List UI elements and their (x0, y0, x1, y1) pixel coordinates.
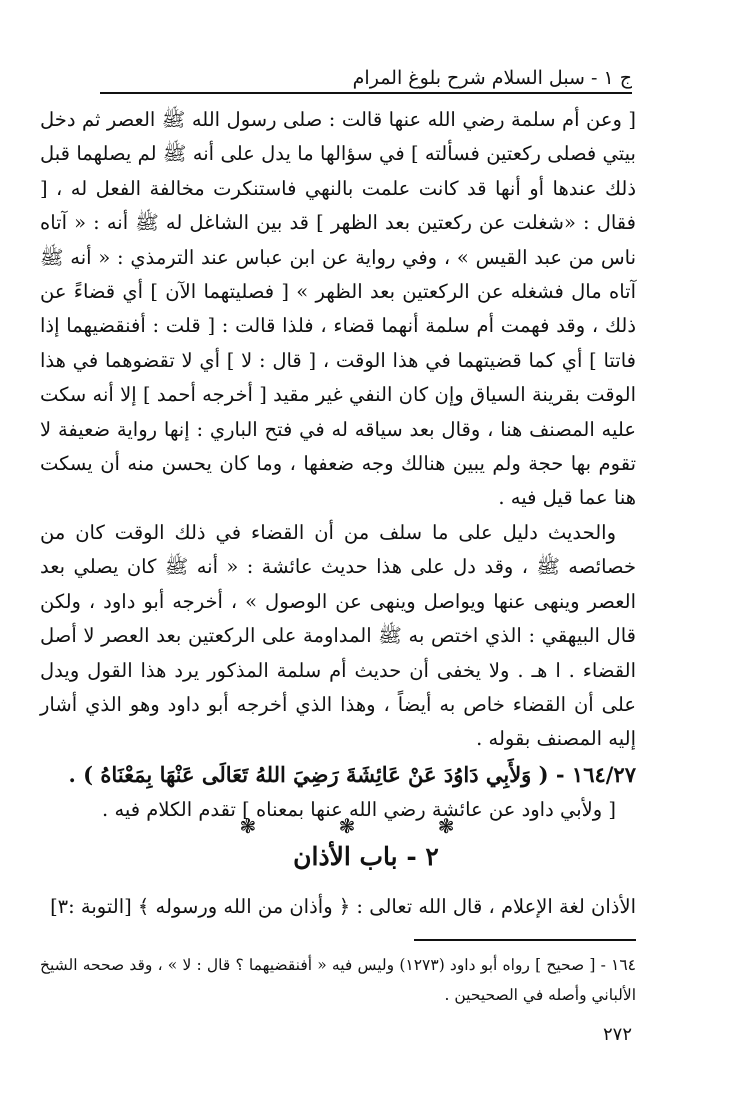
footnote: ١٦٤ - [ صحيح ] رواه أبو داود (١٢٧٣) وليس فيه « أفنقضيهما ؟ قال : لا » ، وقد صححه الشيخ الألباني وأصله في الصحيحين . (40, 956, 636, 1004)
running-header (100, 54, 632, 90)
page-number: ٢٧٢ (602, 1024, 632, 1045)
paragraph-1: [ وعن أم سلمة رضي الله عنها قالت : صلى رسول الله ﷺ العصر ثم دخل بيتي فصلى ركعتين فسألته ] في سؤالها ما يدل على أنه ﷺ لم يصلهما قبل ذلك عندها أو أنها قد كانت علمت بالنهي فاستنكرت مخالفة الفعل له ، [ فقال : «شغلت عن ركعتين بعد الظهر ] قد بين الشاغل له ﷺ أنه : « آتاه ناس من عبد القيس » ، وفي رواية عن ابن عباس عند الترمذي : « أنه ﷺ آتاه مال فشغله عن الركعتين بعد الظهر » [ فصليتهما الآن ] أي قضاءً عن ذلك ، وقد فهمت أم سلمة أنهما قضاء ، فلذا قالت : [ قلت : أفنقضيهما إذا فاتتا ] أي كما قضيتهما في هذا الوقت ، [ قال : لا ] أي لا تقضوهما في هذا الوقت بقرينة السياق وإن كان النفي غير مقيد [ أخرجه أحمد ] إلا أنه سكت عليه المصنف هنا ، وقال بعد سياقه له في فتح الباري : إنها رواية ضعيفة لا تقوم بها حجة ولم يبين هنالك وجه ضعفها ، وما كان يحسن منه أن يسكت هنا عما قيل فيه . (40, 108, 636, 510)
paragraph-2: والحديث دليل على ما سلف من أن القضاء في ذلك الوقت كان من خصائصه ﷺ ، وقد دل على هذا حديث عائشة : « أنه ﷺ كان يصلي بعد العصر وينهى عنها ويواصل وينهى عن الوصول » ، أخرجه أبو داود ، ولكن قال البيهقي : الذي اختص به ﷺ المداومة على الركعتين بعد العصر لا أصل القضاء . ا هـ . ولا يخفى أن حديث أم سلمة المذكور يرد هذا القول ويدل على أن القضاء خاص به أيضاً ، وهذا الذي أخرجه أبو داود وهو الذي أشار إليه المصنف بقوله . (40, 520, 636, 751)
chapter-title: ٢ - باب الأذان (293, 842, 439, 871)
header-title: ج ١ - سبل السلام شرح بلوغ المرام (352, 67, 632, 89)
header-rule (100, 92, 632, 94)
main-text (40, 103, 636, 827)
section-separator: ❃ ❃ ❃ (239, 814, 493, 838)
chapter-intro: الأذان لغة الإعلام ، قال الله تعالى : ﴿ وأذان من الله ورسوله ﴾ [التوبة :٣] (50, 895, 636, 918)
hadith-text: ١٦٤/٢٧ - ( وَلأَبِي دَاوُدَ عَنْ عَائِشَةَ رَضِيَ اللهُ تَعَالَى عَنْهَا بِمَعْنَاهُ ) . (68, 761, 636, 787)
hadith-note: [ ولأبي داود عن عائشة رضي الله عنها بمعناه ] تقدم الكلام فيه . (102, 797, 616, 821)
footnote-rule (414, 939, 636, 941)
